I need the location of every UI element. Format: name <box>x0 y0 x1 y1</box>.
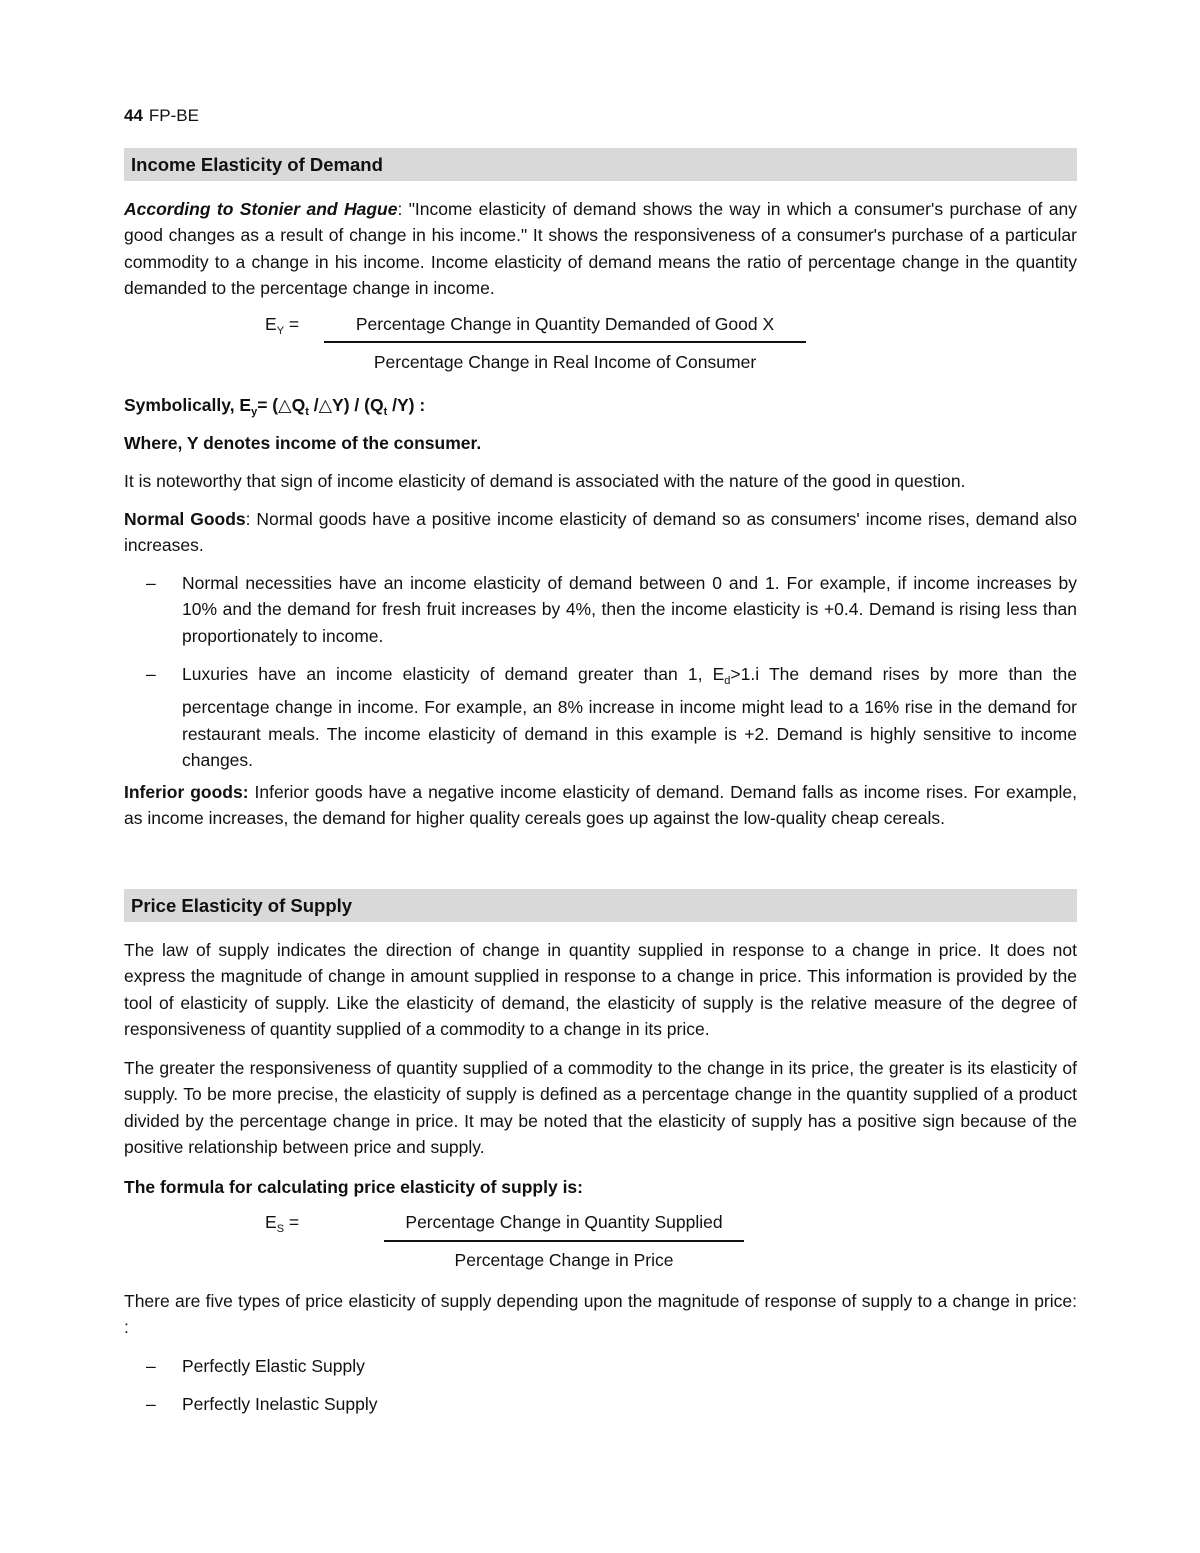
bullet-dash: – <box>146 664 156 684</box>
book-code: FP-BE <box>148 106 199 125</box>
bullet-normal-necessities: – Normal necessities have an income elasticity of demand between 0 and 1. For example, if income increases by 10% and the demand for fresh fruit increases by 4%, then the income elasticity is +0.4. Demand is rising less than proportionately to income. <box>182 570 1077 649</box>
page-number: 44 <box>124 106 143 125</box>
intro-source: According to Stonier and Hague <box>124 199 398 219</box>
supply-paragraph-2: The greater the responsiveness of quantity supplied of a commodity to the change in its price, the greater is its elasticity of supply. To be more precise, the elasticity of supply is defined as a percentage change in the quantity supplied of a product divided by the percentage change in price. It may be noted that the elasticity of supply has a positive sign because of the positive relationship between price and supply. <box>124 1058 1077 1158</box>
bullet-dash: – <box>146 573 156 593</box>
page-header <box>124 106 199 126</box>
fraction-bar <box>324 341 806 343</box>
types-intro-paragraph: There are five types of price elasticity of supply depending upon the magnitude of response of supply to a change in price: : <box>124 1291 1077 1338</box>
normal-goods-label: Normal Goods <box>124 509 246 529</box>
inferior-goods-paragraph: Inferior goods: Inferior goods have a negative income elasticity of demand. Demand falls as income rises. For example, as income increases, the demand for higher quality cereals goes up against the low-quality cheap cereals. <box>124 782 1077 829</box>
formula-denominator: Percentage Change in Real Income of Consumer <box>373 352 757 372</box>
formula-denominator: Percentage Change in Price <box>454 1250 674 1270</box>
bullet-perfectly-elastic-supply: – Perfectly Elastic Supply <box>182 1353 1077 1379</box>
formula-symbol: $E_Y$ = <box>265 314 300 337</box>
formula-symbol: $E_S$ = <box>265 1212 300 1235</box>
bullet-perfectly-inelastic-supply: – Perfectly Inelastic Supply <box>182 1391 1077 1417</box>
inferior-goods-label: Inferior goods: <box>124 782 249 802</box>
normal-goods-paragraph: Normal Goods: Normal goods have a positive income elasticity of demand so as consumers' income rises, demand also increases. <box>124 509 1077 556</box>
bullet-dash: – <box>146 1356 156 1376</box>
where-statement: Where, Y denotes income of the consumer. <box>124 433 482 453</box>
formula-numerator: Percentage Change in Quantity Demanded of Good X <box>355 314 775 334</box>
fraction-bar <box>384 1240 744 1242</box>
intro-text: : "Income elasticity of demand shows the way in which a consumer's purchase of any good changes as a result of change in his income." It shows the responsiveness of a consumer's purchase of a particular commodity to a change in his income. Income elasticity of demand means the ratio of percentage change in the quantity demanded to the percentage change in income. <box>124 199 1078 299</box>
section-title-income-elasticity: Income Elasticity of Demand <box>124 148 1077 181</box>
bullet-luxuries: – Luxuries have an income elasticity of demand greater than 1, $E_d>1.i$ The demand rises by more than the percentage change in income. For example, an 8% increase in income might lead to a 16% rise in the demand for restaurant meals. The income elasticity of demand in this example is +2. Demand is highly sensitive to income changes. <box>182 661 1077 774</box>
income-intro-paragraph <box>124 196 1077 302</box>
symbolic-formula: Symbolically, $E_y=$ ($\triangle Q_t$ /△Y) / ($Q_t$ /Y) : <box>124 395 426 418</box>
formula-numerator: Percentage Change in Quantity Supplied <box>405 1212 723 1232</box>
noteworthy-paragraph: It is noteworthy that sign of income elasticity of demand is associated with the nature of the good in question. <box>124 471 966 491</box>
supply-formula-heading: The formula for calculating price elasticity of supply is: <box>124 1177 583 1197</box>
bullet-dash: – <box>146 1394 156 1414</box>
supply-paragraph-1: The law of supply indicates the direction of change in quantity supplied in response to a change in price. It does not express the magnitude of change in amount supplied in response to a change in price. This information is provided by the tool of elasticity of supply. Like the elasticity of demand, the elasticity of supply is the relative measure of the degree of responsiveness of quantity supplied of a commodity to a change in its price. <box>124 940 1077 1040</box>
section-title-price-elasticity-supply: Price Elasticity of Supply <box>124 889 1077 922</box>
